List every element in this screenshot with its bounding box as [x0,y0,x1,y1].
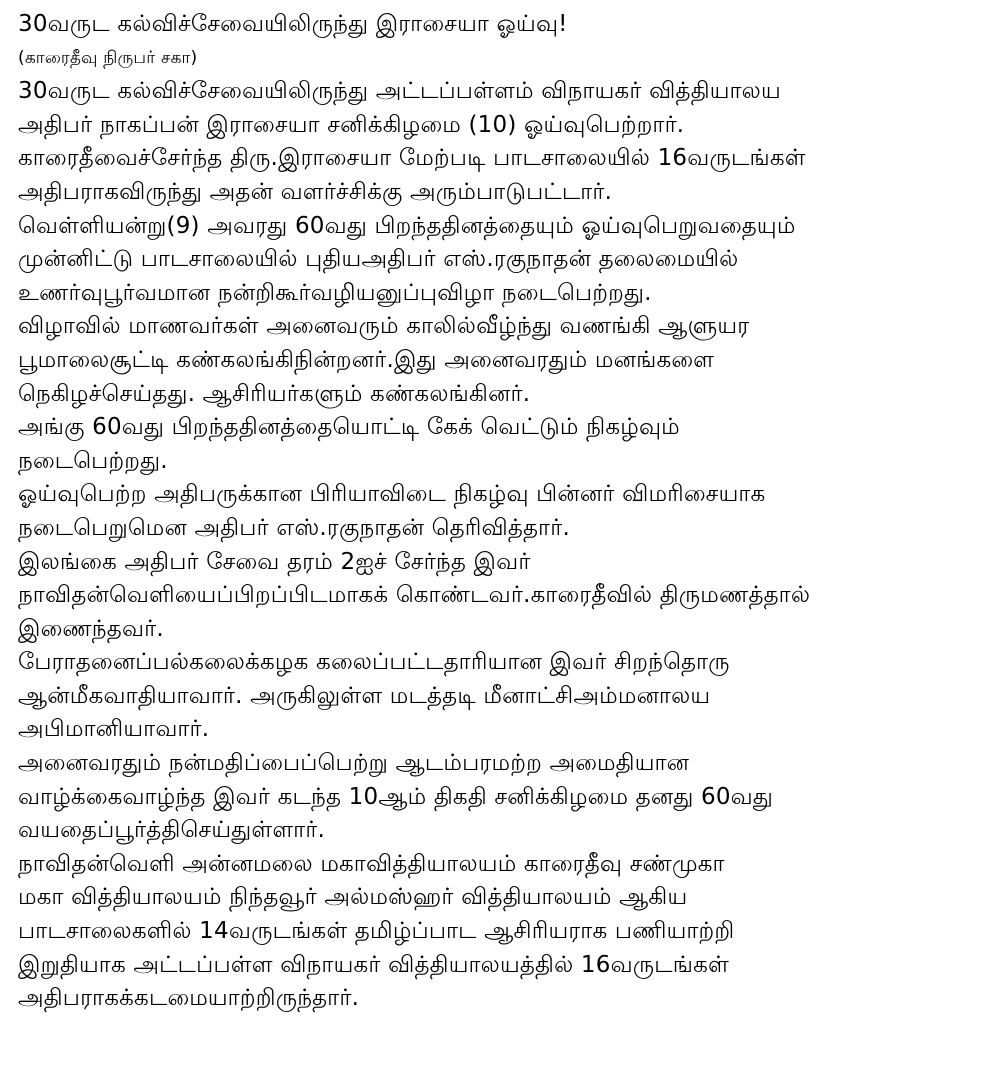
body-line: நெகிழச்செய்தது. ஆசிரியர்களும் கண்கலங்கினர். [18,380,531,407]
body-line: நாவிதன்வெளி அன்னமலை மகாவித்தியாலயம் காரைதீவு சண்முகா [18,850,725,877]
body-line: பாடசாலைகளில் 14வருடங்கள் தமிழ்ப்பாட ஆசிரியராக பணியாற்றி [18,918,735,945]
body-line: உணர்வுபூர்வமான நன்றிகூர்வழியனுப்புவிழா நடைபெற்றது. [18,279,652,306]
headline: 30வருட கல்விச்சேவையிலிருந்து இராசையா ஓய்வு! [18,11,568,37]
body-line: வயதைப்பூர்த்திசெய்துள்ளார். [18,817,326,844]
body-line: மகா வித்தியாலயம் நிந்தவூர் அல்மஸ்ஹர் வித்தியாலயம் ஆகிய [18,884,688,911]
news-article [18,8,990,1016]
body-line: அதிபராகக்கடமையாற்றிருந்தார். [18,985,360,1012]
body-line: காரைதீவைச்சேர்ந்த திரு.இராசையா மேற்படி பாடசாலையில் 16வருடங்கள் [18,145,806,172]
body-line: விழாவில் மாணவர்கள் அனைவரும் காலில்வீழ்ந்து வணங்கி ஆளுயர [18,313,750,340]
body-line: 30வருட கல்விச்சேவையிலிருந்து அட்டப்பள்ளம் விநாயகர் வித்தியாலய [18,78,781,105]
body-line: அங்கு 60வது பிறந்ததினத்தையொட்டி கேக் வெட்டும் நிகழ்வும் [18,414,680,441]
body-line: பேராதனைப்பல்கலைக்கழக கலைப்பட்டதாரியான இவர் சிறந்தொரு [18,649,730,676]
body-line: ஆன்மீகவாதியாவார். அருகிலுள்ள மடத்தடி மீனாட்சிஅம்மனாலய [18,682,711,709]
body-line: நடைபெற்றது. [18,447,168,474]
body-line: அனைவரதும் நன்மதிப்பைப்பெற்று ஆடம்பரமற்ற அமைதியான [18,750,690,777]
body-line: நாவிதன்வெளியைப்பிறப்பிடமாகக் கொண்டவர்.காரைதீவில் திருமணத்தால் [18,582,811,609]
body-line: நடைபெறுமென அதிபர் எஸ்.ரகுநாதன் தெரிவித்தார். [18,514,570,541]
body-line: இலங்கை அதிபர் சேவை தரம் 2ஐச் சேர்ந்த இவர் [18,548,531,575]
body-line: அபிமானியாவார். [18,716,210,743]
body-line: அதிபராகவிருந்து அதன் வளர்ச்சிக்கு அரும்பாடுபட்டார். [18,178,613,205]
byline: (காரைதீவு நிருபர் சகா) [18,47,198,68]
body-line: முன்னிட்டு பாடசாலையில் புதியஅதிபர் எஸ்.ரகுநாதன் தலைமையில் [18,246,739,273]
body-line: வெள்ளியன்று(9) அவரது 60வது பிறந்ததினத்தையும் ஓய்வுபெறுவதையும் [18,212,796,239]
body-line: இறுதியாக அட்டப்பள்ள விநாயகர் வித்தியாலயத்தில் 16வருடங்கள் [18,951,730,978]
body-line: பூமாலைசூட்டி கண்கலங்கிநின்றனர்.இது அனைவரதும் மனங்களை [18,346,715,373]
body-line: அதிபர் நாகப்பன் இராசையா சனிக்கிழமை (10) ஓய்வுபெற்றார். [18,111,685,138]
body-line: வாழ்க்கைவாழ்ந்த இவர் கடந்த 10ஆம் திகதி சனிக்கிழமை தனது 60வது [18,783,774,810]
body-line: இணைந்தவர். [18,615,164,642]
body-line: ஓய்வுபெற்ற அதிபருக்கான பிரியாவிடை நிகழ்வு பின்னர் விமரிசையாக [18,481,766,508]
